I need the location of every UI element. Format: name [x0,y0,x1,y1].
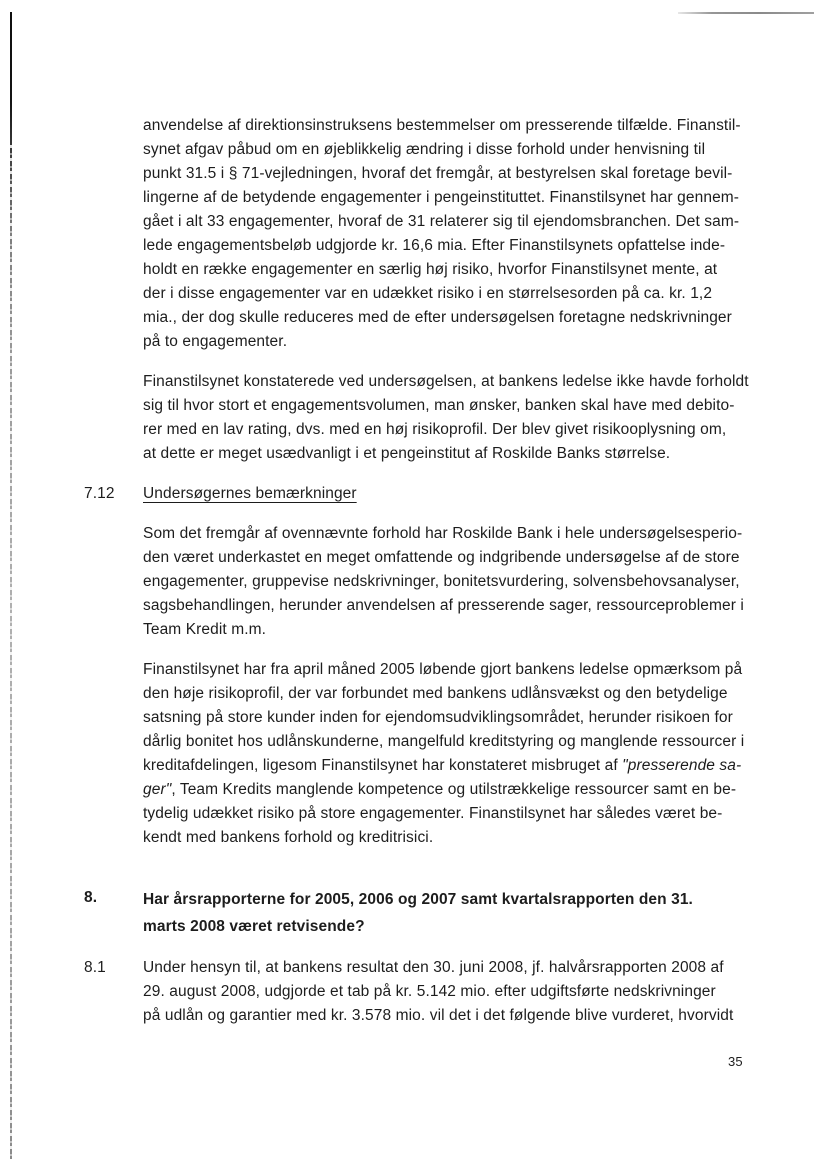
text-line: 29. august 2008, udgjorde et tab på kr. 5.142 mio. efter udgiftsførte nedskrivninger [143,983,716,1000]
text-line: sig til hvor stort et engagementsvolumen, man ønsker, banken skal have med debito- [143,397,735,414]
text-line: Som det fremgår af ovennævnte forhold har Roskilde Bank i hele undersøgelsesperio- [143,525,743,542]
text-line: gået i alt 33 engagementer, hvoraf de 31 relaterer sig til ejendomsbranchen. Det sam- [143,213,740,230]
text-line: den været underkastet en meget omfattende og indgribende undersøgelse af de store [143,549,740,566]
text-line: engagementer, gruppevise nedskrivninger, bonitetsvurdering, solvensbehovsanalyser, [143,573,740,590]
italic-text-run: ger" [143,781,172,798]
block-text [143,370,790,466]
text-line: punkt 31.5 i § 71-vejledningen, hvoraf det fremgår, at bestyrelsen skal foretage bevil- [143,165,733,182]
text-line: rer med en lav rating, dvs. med en høj risikoprofil. Der blev givet risikooplysning om, [143,421,727,438]
text-line: der i disse engagementer var en udækket risiko i en størrelsesorden på ca. kr. 1,2 [143,285,713,302]
text-line: at dette er meget usædvanligt i et pengeinstitut af Roskilde Banks størrelse. [143,445,671,462]
text-line: anvendelse af direktionsinstruksens bestemmelser om presserende tilfælde. Finanstil- [143,117,741,134]
section-number [84,370,143,466]
text-run: , Team Kredits manglende kompetence og utilstrækkelige ressourcer samt en be- [171,781,737,798]
section-number [84,658,143,850]
section-number [84,114,143,354]
text-line: Finanstilsynet konstaterede ved undersøgelsen, at bankens ledelse ikke havde forholdt [143,373,749,390]
section-7-12-heading [84,482,790,506]
section-number: 8.1 [84,959,106,976]
text-line [143,754,790,778]
block-text [143,522,790,642]
text-line: på udlån og garantier med kr. 3.578 mio. vil det i det følgende blive vurderet, hvorvidt [143,1007,734,1024]
paragraph-engagement-volume [84,370,790,466]
text-line [143,778,790,802]
text-line: mia., der dog skulle reduceres med de efter undersøgelsen foretagne nedskrivninger [143,309,732,326]
block-text [143,482,790,506]
paragraph-finanstilsynet-awareness [84,658,790,850]
scan-artifact-top-right-line [678,12,814,14]
block-text [143,658,790,850]
text-line: satsning på store kunder inden for ejendomsudviklingsområdet, herunder risikoen for [143,709,733,726]
block-text [143,886,790,940]
text-line: tydelig udækket risiko på store engagementer. Finanstilsynet har således været be- [143,805,723,822]
text-line: synet afgav påbud om en øjeblikkelig ændring i disse forhold under henvisning til [143,141,706,158]
text-line: den høje risikoprofil, der var forbundet med bankens udlånsvækst og den betydelige [143,685,728,702]
text-line: Finanstilsynet har fra april måned 2005 løbende gjort bankens ledelse opmærksom på [143,661,743,678]
paragraph-pressing-cases [84,114,790,354]
text-line: på to engagementer. [143,333,288,350]
section-number: 7.12 [84,485,115,502]
section-8-heading [84,886,790,940]
text-line: dårlig bonitet hos udlånskunderne, mangelfuld kreditstyring og manglende ressourcer i [143,733,745,750]
text-line: holdt en række engagementer en særlig høj risiko, hvorfor Finanstilsynet mente, at [143,261,718,278]
text-line: sagsbehandlingen, herunder anvendelsen af presserende sager, ressourceproblemer i [143,597,744,614]
text-line: marts 2008 været retvisende? [143,918,365,935]
scan-artifact-left-line [10,12,12,1159]
page-number: 35 [728,1054,743,1069]
text-line: lingerne af de betydende engagementer i pengeinstituttet. Finanstilsynet har gennem- [143,189,740,206]
text-line: Har årsrapporterne for 2005, 2006 og 2007 samt kvartalsrapporten den 31. [143,891,693,908]
text-line: Team Kredit m.m. [143,621,267,638]
document-content [84,114,790,1028]
section-number: 8. [84,889,98,906]
text-run: kreditafdelingen, ligesom Finanstilsynet har konstateret misbruget af [143,757,623,774]
section-number [84,522,143,642]
text-line: Under hensyn til, at bankens resultat den 30. juni 2008, jf. halvårsrapporten 2008 af [143,959,724,976]
paragraph-investigation-scope [84,522,790,642]
block-text [143,114,790,354]
text-line: kendt med bankens forhold og kreditrisici. [143,829,434,846]
italic-text-run: "presserende sa- [622,757,742,774]
text-line: lede engagementsbeløb udgjorde kr. 16,6 mia. Efter Finanstilsynets opfattelse inde- [143,237,726,254]
text-line: Undersøgernes bemærkninger [143,485,357,502]
paragraph-8-1 [84,956,790,1028]
block-text [143,956,790,1028]
